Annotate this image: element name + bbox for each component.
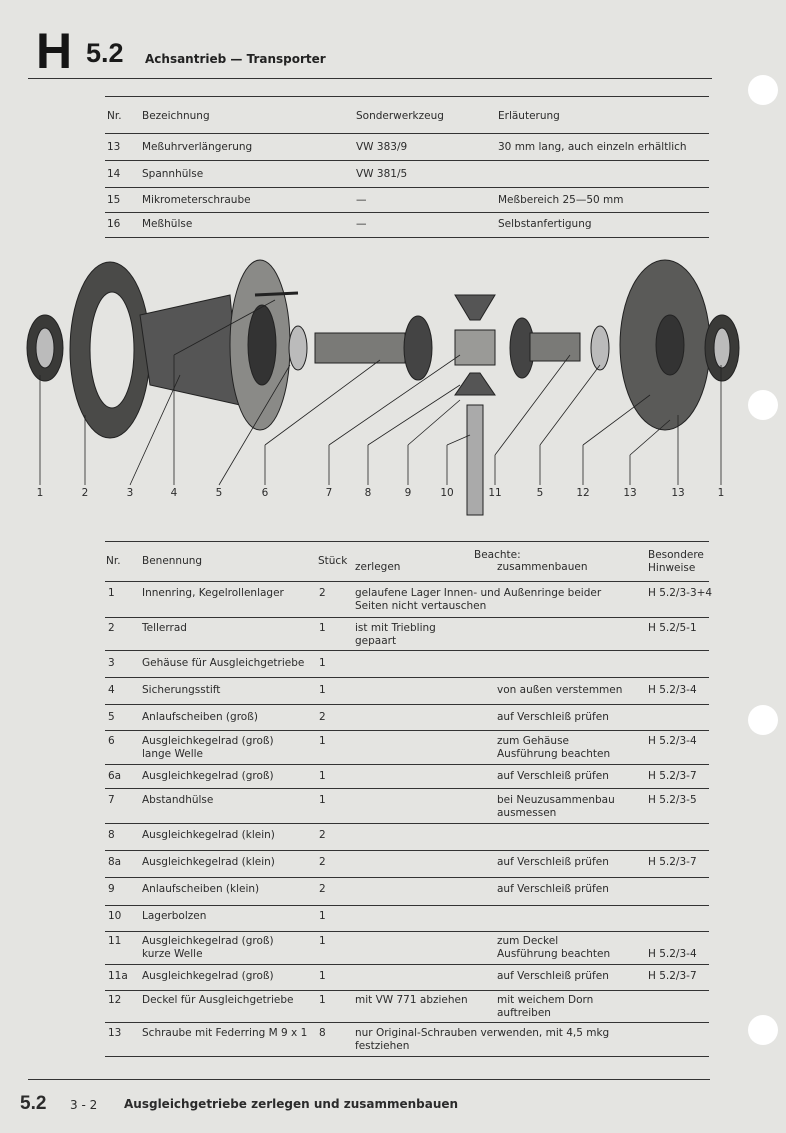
side-gear-long-shaft: [315, 316, 432, 380]
table-rule: [105, 133, 709, 134]
table-rule: [105, 650, 709, 651]
cell-nr: 3: [108, 657, 115, 669]
callout-label: 6: [261, 487, 269, 499]
cell-name: Abstandhülse: [142, 794, 214, 806]
cell-qty: 8: [319, 1027, 326, 1039]
cell-name: Ausgleichkegelrad (groß) kurze Welle: [142, 935, 274, 960]
cell-qty: 2: [319, 587, 326, 599]
col-header-ref: Besondere Hinweise: [648, 549, 704, 574]
cell-name: Lagerbolzen: [142, 910, 207, 922]
pinion-gears-and-spacer: [455, 295, 495, 515]
callout-label: 10: [440, 487, 454, 499]
cell-assemble: auf Verschleiß prüfen: [497, 856, 609, 868]
cell-qty: 2: [319, 856, 326, 868]
table-rule: [105, 764, 709, 765]
cell-nr: 6: [108, 735, 115, 747]
cell-ref: H 5.2/3-4: [648, 684, 697, 696]
callout-label: 8: [364, 487, 372, 499]
callout-label: 5: [536, 487, 544, 499]
cell-nr: 11: [108, 935, 122, 947]
cell-nr: 4: [108, 684, 115, 696]
cell-disassemble: nur Original-Schrauben verwenden, mit 4,5 mkg festziehen: [355, 1027, 610, 1052]
table-rule: [105, 617, 709, 618]
col-header-explanation: Erläuterung: [498, 110, 560, 122]
col-header-nr: Nr.: [106, 555, 121, 567]
cell-nr: 11a: [108, 970, 128, 982]
cell-name: Ausgleichkegelrad (groß): [142, 770, 274, 782]
cell-name: Ausgleichkegelrad (groß): [142, 970, 274, 982]
cell-name: Ausgleichkegelrad (groß) lange Welle: [142, 735, 274, 760]
cell-ref: H 5.2/3-4: [648, 948, 697, 960]
tapered-roller-bearing-left: [27, 315, 63, 381]
cell-name: Schraube mit Federring M 9 x 1: [142, 1027, 308, 1039]
cell-nr: 13: [108, 1027, 122, 1039]
cell-qty: 2: [319, 829, 326, 841]
cell-disassemble: gelaufene Lager Innen- und Außenringe beider Seiten nicht vertauschen: [355, 587, 602, 612]
cell-ref: H 5.2/5-1: [648, 622, 697, 634]
table-rule: [105, 677, 709, 678]
cell-name: Anlaufscheiben (klein): [142, 883, 260, 895]
cell-name: Innenring, Kegelrollenlager: [142, 587, 284, 599]
cell-nr: 2: [108, 622, 115, 634]
footer-title: Ausgleichgetriebe zerlegen und zusammenbauen: [124, 1097, 459, 1111]
cell-nr: 9: [108, 883, 115, 895]
cell-assemble: auf Verschleiß prüfen: [497, 970, 609, 982]
cell-qty: 1: [319, 735, 326, 747]
callout-label: 13: [671, 487, 685, 499]
binder-hole: [748, 1015, 778, 1045]
table-rule: [105, 990, 709, 991]
cell-explanation: 30 mm lang, auch einzeln erhältlich: [498, 141, 687, 153]
cell-nr: 7: [108, 794, 115, 806]
col-header-nr: Nr.: [107, 110, 122, 122]
table-rule: [105, 1022, 709, 1023]
differential-housing: [140, 260, 298, 430]
cell-nr: 12: [108, 994, 122, 1006]
table-rule: [105, 187, 709, 188]
cell-qty: 1: [319, 910, 326, 922]
cell-explanation: Meßbereich 25—50 mm: [498, 194, 624, 206]
cell-name: Ausgleichkegelrad (klein): [142, 829, 275, 841]
cell-nr: 16: [107, 218, 121, 230]
cell-ref: H 5.2/3-7: [648, 770, 697, 782]
table-rule: [105, 212, 709, 213]
cell-assemble: bei Neuzusammenbau ausmessen: [497, 794, 615, 819]
cell-nr: 1: [108, 587, 115, 599]
section-number: 5.2: [86, 38, 124, 68]
binder-hole: [748, 705, 778, 735]
cell-nr: 15: [107, 194, 121, 206]
callout-label: 9: [404, 487, 412, 499]
footer-divider: [28, 1079, 710, 1080]
cell-assemble: von außen verstemmen: [497, 684, 623, 696]
cell-assemble: auf Verschleiß prüfen: [497, 711, 609, 723]
callout-label: 1: [717, 487, 725, 499]
col-header-name: Benennung: [142, 555, 203, 567]
cell-qty: 2: [319, 711, 326, 723]
cell-nr: 5: [108, 711, 115, 723]
tapered-roller-bearing-right: [705, 315, 739, 381]
cell-name: Anlaufscheiben (groß): [142, 711, 258, 723]
table-rule: [105, 931, 709, 932]
cell-qty: 1: [319, 935, 326, 947]
cell-special-tool: VW 383/9: [356, 141, 408, 153]
cell-explanation: Selbstanfertigung: [498, 218, 592, 230]
cell-qty: 2: [319, 883, 326, 895]
cell-nr: 14: [107, 168, 121, 180]
cell-nr: 13: [107, 141, 121, 153]
cell-ref: H 5.2/3-4: [648, 735, 697, 747]
table-rule: [105, 96, 709, 97]
cell-disassemble: ist mit Triebling gepaart: [355, 622, 436, 647]
cell-designation: Meßuhrverlängerung: [142, 141, 253, 153]
cell-ref: H 5.2/3-3+4: [648, 587, 713, 599]
cell-name: Ausgleichkegelrad (klein): [142, 856, 275, 868]
ring-gear: [70, 262, 150, 438]
table-rule: [105, 730, 709, 731]
callout-label: 12: [576, 487, 590, 499]
cell-assemble: zum Gehäuse Ausführung beachten: [497, 735, 611, 760]
cell-ref: H 5.2/3-5: [648, 794, 697, 806]
table-rule: [105, 788, 709, 789]
col-header-assemble: zusammenbauen: [497, 561, 588, 573]
table-rule: [105, 1056, 709, 1057]
footer-page-number: 3 - 2: [70, 1098, 98, 1112]
cell-ref: H 5.2/3-7: [648, 856, 697, 868]
cell-special-tool: —: [356, 194, 367, 206]
cell-nr: 8a: [108, 856, 122, 868]
cell-qty: 1: [319, 794, 326, 806]
cell-name: Tellerrad: [142, 622, 187, 634]
cell-assemble: auf Verschleiß prüfen: [497, 883, 609, 895]
cell-special-tool: —: [356, 218, 367, 230]
cell-nr: 6a: [108, 770, 122, 782]
table-rule: [105, 581, 709, 582]
table-rule: [105, 850, 709, 851]
cell-nr: 10: [108, 910, 122, 922]
cell-designation: Spannhülse: [142, 168, 204, 180]
cell-qty: 1: [319, 657, 326, 669]
table-rule: [105, 905, 709, 906]
callout-label: 4: [170, 487, 178, 499]
cell-assemble: zum Deckel Ausführung beachten: [497, 935, 611, 960]
table-rule: [105, 964, 709, 965]
cell-qty: 1: [319, 770, 326, 782]
cell-assemble: mit weichem Dorn auftreiben: [497, 994, 594, 1019]
thrust-washer-large: [289, 326, 307, 370]
col-header-disassemble: zerlegen: [355, 561, 401, 573]
table-rule: [105, 704, 709, 705]
callout-label: 11: [488, 487, 502, 499]
callout-label: 2: [81, 487, 89, 499]
cell-name: Sicherungsstift: [142, 684, 221, 696]
cell-ref: H 5.2/3-7: [648, 970, 697, 982]
col-header-note-group: Beachte:: [474, 549, 521, 561]
callout-label: 7: [325, 487, 333, 499]
callout-label: 5: [215, 487, 223, 499]
thrust-washer-right: [591, 326, 609, 370]
cell-qty: 1: [319, 622, 326, 634]
col-header-qty: Stück: [318, 555, 348, 567]
col-header-designation: Bezeichnung: [142, 110, 210, 122]
cell-qty: 1: [319, 684, 326, 696]
binder-hole: [748, 75, 778, 105]
cell-assemble: auf Verschleiß prüfen: [497, 770, 609, 782]
cell-designation: Meßhülse: [142, 218, 193, 230]
callout-label: 1: [36, 487, 44, 499]
header-divider: [28, 78, 712, 79]
table-rule: [105, 823, 709, 824]
cell-qty: 1: [319, 970, 326, 982]
cell-name: Gehäuse für Ausgleichgetriebe: [142, 657, 305, 669]
footer-section: 5.2: [20, 1093, 47, 1114]
callout-label: 13: [623, 487, 637, 499]
table-rule: [105, 237, 709, 238]
callout-label: 3: [126, 487, 134, 499]
table-rule: [105, 160, 709, 161]
page-title: Achsantrieb — Transporter: [145, 52, 326, 66]
table-rule: [105, 877, 709, 878]
cell-nr: 8: [108, 829, 115, 841]
section-letter: H: [36, 23, 72, 79]
differential-cover: [620, 260, 710, 430]
table-rule: [105, 541, 709, 542]
cell-qty: 1: [319, 994, 326, 1006]
cell-name: Deckel für Ausgleichgetriebe: [142, 994, 294, 1006]
cell-special-tool: VW 381/5: [356, 168, 408, 180]
cell-designation: Mikrometerschraube: [142, 194, 251, 206]
cell-disassemble: mit VW 771 abziehen: [355, 994, 468, 1006]
col-header-special-tool: Sonderwerkzeug: [356, 110, 444, 122]
side-gear-short-shaft: [510, 318, 580, 378]
